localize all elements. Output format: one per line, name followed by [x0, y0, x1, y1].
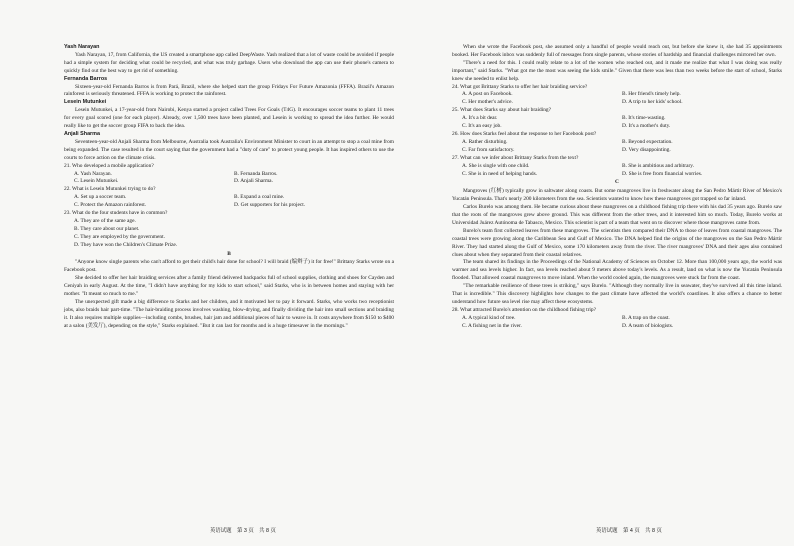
- option: B. Fernanda Barros.: [234, 170, 278, 177]
- option: D. A trip to her kids' school.: [622, 99, 683, 106]
- paragraph: The team shared its findings in the Proceedings of the National Academy of Sciences on October 12. More than 100,000 years ago, the world was warmer and sea levels higher. In fact, sea levels reached about 9 meters above today's levels. As a result, land on what is now the Yucatán Peninsula flooded. That allowed coastal mangroves to move inland. When the world cooled again, the mangroves were stuck far from the coast.: [452, 259, 782, 282]
- option: D. It's a mother's duty.: [622, 123, 671, 130]
- option: B. They care about our planet.: [74, 225, 140, 232]
- option: C. Her mother's advice.: [462, 99, 513, 106]
- question-28: 28. What attracted Burelo's attention on the childhood fishing trip?: [452, 306, 596, 313]
- option: B. A trap on the coast.: [622, 314, 670, 321]
- page-footer-left: 英语试题 第 3 页 共 8 页: [210, 528, 276, 534]
- left-page-column: [64, 44, 394, 331]
- question-26-options: [452, 139, 782, 155]
- student-name-heading: Yash Narayan: [64, 44, 100, 50]
- question-21-options: [64, 171, 394, 187]
- paragraph: "The remarkable resilience of these trees is striking," says Burelo. "Although they normally live in seawater, they've survived all this time inland. That is incredible." This discovery highlights how changes to the past climate have affected the world's coastlines. It also offers a chance to better understand how future sea level rise may affect these ecosystems.: [452, 283, 782, 305]
- student-name-heading: Fernanda Barros: [64, 75, 108, 82]
- paragraph: Mangroves (红树) typically grow in saltwater along coasts. But some mangroves live in freshwater along the San Pedro Mártir River of Mexico's Yucatán Peninsula. That's nearly 200 kilometers from the sea. Scientists wanted to know how these mangroves got trapped so far inland.: [452, 188, 782, 203]
- question-27: 27. What can we infer about Brittany Starks from the text?: [452, 154, 579, 161]
- paragraph: Sixteen-year-old Fernanda Barros is from Pará, Brazil, where she helped start the group Fridays For Future Amazonia (FFFA). Brazil's Amazon rainforest is seriously threatened. FFFA is working to protect the rainforest.: [64, 83, 394, 98]
- student-name-heading: Lesein Mutunkei: [64, 99, 107, 106]
- option: C. She is in need of helping hands.: [462, 170, 538, 177]
- paragraph: Carlos Burelo was among them. He became curious about these mangroves on a childhood fishing trip there with his dad 35 years ago. Burelo saw that the roots of the mangroves grew above ground. This was different from the other trees, and it interested him so much. Today, Burelo works at Universidad Juárez Autónoma de Tabasco, Mexico. This scientist is part of a team that went on to discover where those mangroves came from.: [452, 204, 782, 226]
- option: A. Set up a soccer team.: [74, 194, 127, 201]
- option: A. It's a bit dear.: [462, 115, 498, 122]
- option: B. It's time-wasting.: [622, 115, 666, 122]
- right-page-column: [452, 44, 782, 331]
- paragraph: She decided to offer her hair braiding services after a family friend delivered backpacks full of school supplies, clothing and shoes for Cayden and Ceniyah in early August. At the time, "I didn't have anything for my kids to start school," said Starks, who is in between homes and staying with her mother. "It meant so much to me.": [64, 275, 394, 298]
- question-26: 26. How does Starks feel about the response to her Facebook post?: [452, 130, 597, 137]
- option: B. Expand a coal mine.: [234, 194, 285, 201]
- paragraph: The unexpected gift made a big difference to Starks and her children, and it motivated her to pay it forward. Starks, who works two receptionist jobs, also braids hair part-time. "The hair-braiding process involves washing, blow-drying, and finally dividing the hair into small sections and braiding it. It also requires multiple supplies—including combs, brushes, hair jam and additional pieces of hair to weave in. It costs anywhere from $150 to $400 at a salon (美发厅), depending on the style," Starks explained. "But it can last for months and is a huge timesaver in the mornings.": [64, 299, 394, 329]
- option: C. They are employed by the government.: [74, 233, 165, 240]
- paragraph: Yash Narayan, 17, from California, the US created a smartphone app called DeepWaste. Yash realized that a lot of waste could be avoided if people had a simple system for deciding what could be recycled, and what was truly garbage. Users who download the app can use their phone's camera to quickly find out the best way to get rid of something.: [64, 51, 394, 74]
- option: C. It's an easy job.: [462, 123, 502, 130]
- question-22-options: [64, 194, 394, 210]
- option: B. Her friend's timely help.: [622, 91, 681, 98]
- question-25: 25. What does Starks say about hair braiding?: [452, 107, 552, 114]
- section-b-heading: B: [227, 250, 231, 257]
- option: B. She is ambitious and arbitrary.: [622, 162, 694, 169]
- option: D. Anjali Sharma.: [234, 178, 273, 185]
- question-22: 22. What is Lesein Mutunkei trying to do?: [64, 186, 156, 193]
- question-23: 23. What do the four students have in common?: [64, 210, 168, 217]
- option: A. A post on Facebook.: [462, 91, 513, 98]
- option: D. A team of biologists.: [622, 322, 674, 329]
- paragraph: Lesein Mutunkei, a 17-year-old from Nairobi, Kenya started a project called Trees For Goals (T4G). It encourages soccer teams to plant 11 trees for every goal scored (one for each player). Already, over 1,500 trees have been planted, and Lesein is working to spread the idea further. He would really like to get the soccer group FIFA to back the idea.: [64, 107, 394, 130]
- paragraph: When she wrote the Facebook post, she assumed only a handful of people would reach out, but before she knew it, she had 35 appointments booked. Her Facebook inbox was suddenly full of messages from single parents, whose stories of hardship and financial challenges mirrored her own.: [452, 44, 782, 58]
- paragraph: "There's a need for this. I could really relate to a lot of the women who reached out, and it made me realize that what I was doing was really important," said Starks. "What got me the most was seeing the kids smile." Given that there was less than two weeks before the start of school, Starks knew she needed to enlist help.: [452, 59, 782, 82]
- question-28-options: [452, 315, 782, 331]
- option: C. Protect the Amazon rainforest.: [74, 202, 147, 209]
- question-27-options: [452, 163, 782, 179]
- question-24: 24. What got Brittany Starks to offer her hair braiding service?: [452, 83, 588, 90]
- question-24-options: [452, 91, 782, 107]
- option: D. Get supporters for his project.: [234, 202, 306, 209]
- option: B. Beyond expectation.: [622, 138, 673, 145]
- option: C. Lesein Mutunkei.: [74, 178, 119, 185]
- option: A. She is single with one child.: [462, 162, 530, 169]
- student-name-heading: Anjali Sharma: [64, 130, 100, 137]
- paragraph: Burelo's team first collected leaves from these mangroves. The scientists then compared their DNA to those of leaves from coastal mangroves. The coastal trees were growing along the Caribbean Sea and Gulf of Mexico. The DNA helped find the origins of the mangroves on the San Pedro Mártir River. They had started along the Gulf of Mexico, some 170 kilometers away from the river. The river mangroves' DNA and their ages also contained clues about when they separated from their coastal relatives.: [452, 227, 782, 258]
- section-c-heading: C: [615, 179, 619, 186]
- option: D. They have won the Children's Climate Prize.: [74, 241, 178, 248]
- option: C. A fishing net in the river.: [462, 322, 522, 329]
- option: D. Very disappointing.: [622, 146, 671, 153]
- paragraph: Seventeen-year-old Anjali Sharma from Melbourne, Australia took Australia's Environment Minister to court in an attempt to stop a coal mine from being expanded. The case resulted in the court saying that the government had a "duty of care" to protect young people. It has inspired others to use the courts to force action on the climate crisis.: [64, 138, 394, 161]
- question-25-options: [452, 115, 782, 131]
- option: D. She is free from financial worries.: [622, 170, 703, 177]
- page-footer-right: 英语试题 第 4 页 共 8 页: [596, 528, 662, 534]
- paragraph: "Anyone know single parents who can't afford to get their child's hair done for school? I will braid (编辫子) it for free!" Brittany Starks wrote on a Facebook post.: [64, 259, 394, 274]
- option: A. Rather disturbing.: [462, 138, 508, 145]
- option: C. Far from satisfactory.: [462, 146, 515, 153]
- option: A. A typical kind of tree.: [462, 314, 516, 321]
- question-21: 21. Who developed a mobile application?: [64, 162, 154, 169]
- option: A. They are of the same age.: [74, 217, 136, 224]
- option: A. Yash Narayan.: [74, 170, 112, 177]
